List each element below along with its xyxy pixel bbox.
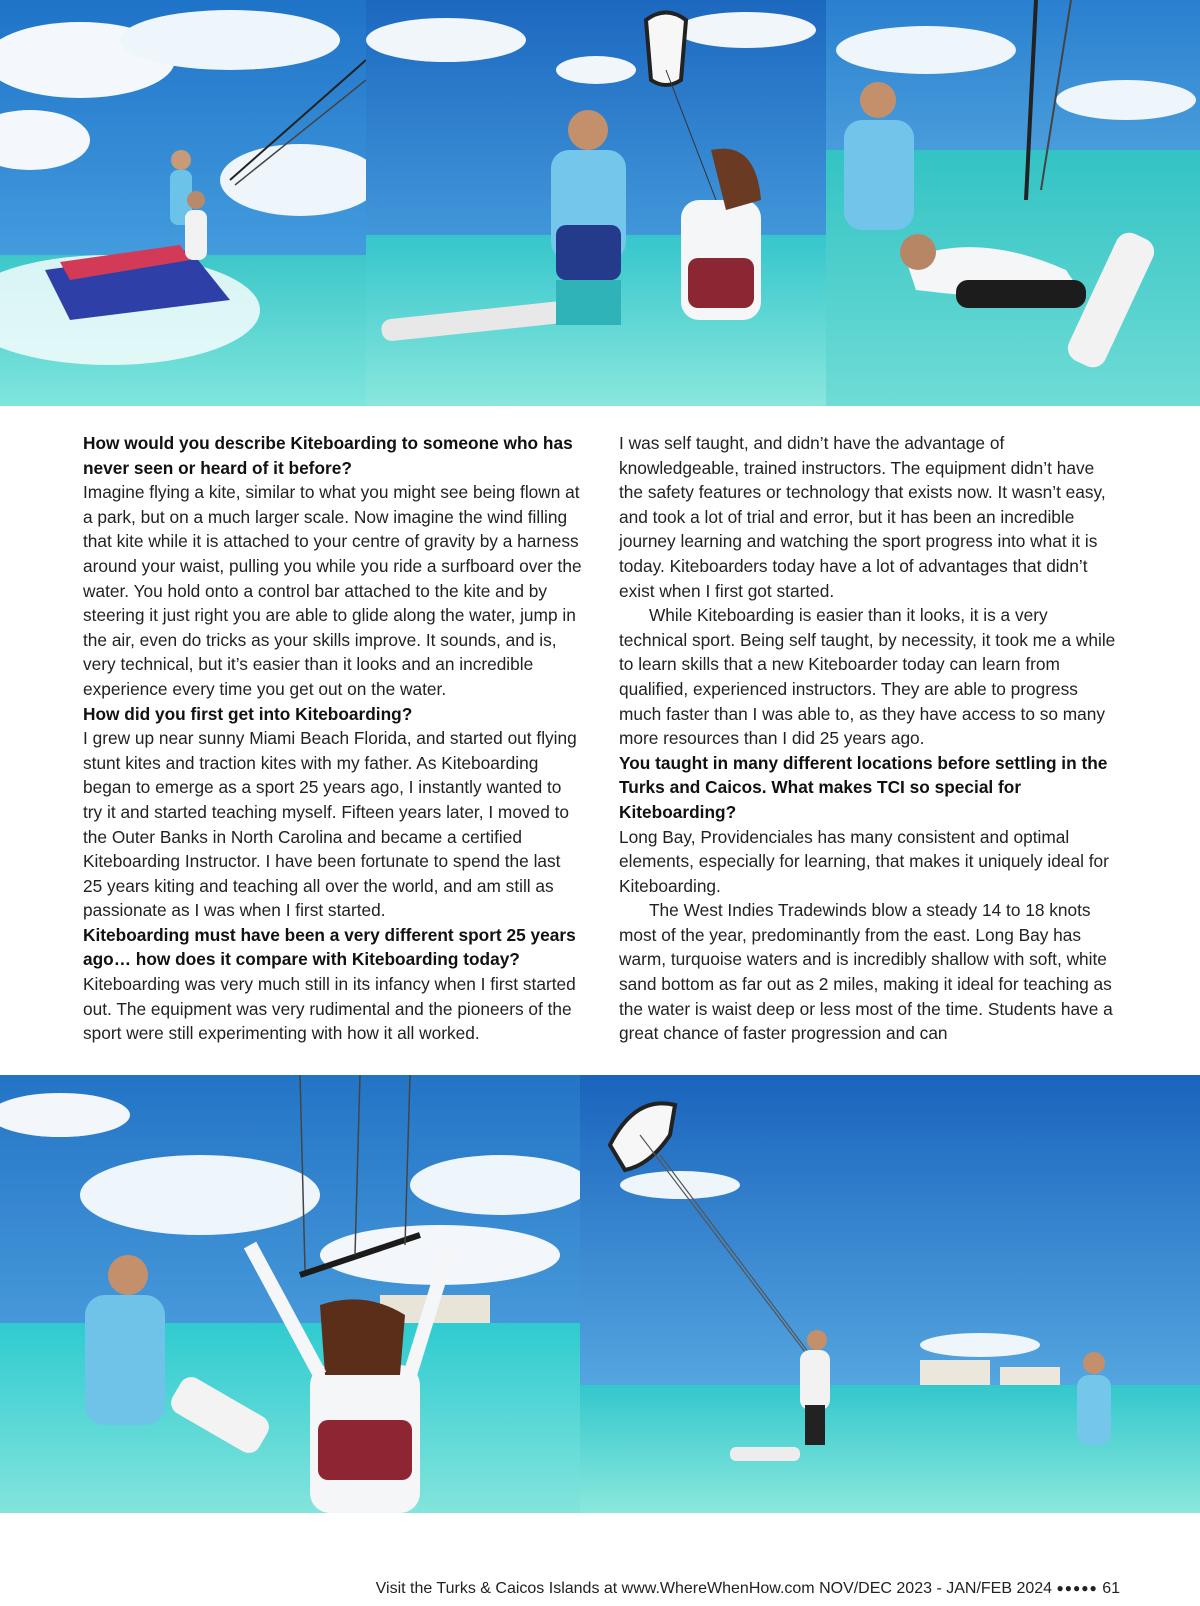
- page-footer: [0, 1580, 1200, 1598]
- page-number: 61: [1102, 1580, 1120, 1597]
- article-left-column: [83, 431, 583, 1046]
- interview-answer: The West Indies Tradewinds blow a steady 14 to 18 knots most of the year, predominantly from the east. Long Bay has warm, turquoise waters and is incredibly shallow with soft, white sand bottom as far out as 2 miles, making it ideal for teaching as the water is waist deep or less most of the time. Students have a great chance of faster progression and can: [619, 900, 1113, 1044]
- interview-question: You taught in many different locations before settling in the Turks and Caicos. What makes TCI so special for Kiteboarding?: [619, 752, 1108, 822]
- jetski-photo: [0, 0, 366, 406]
- instructor-photo: [366, 0, 826, 406]
- control-bar-lesson-photo: [0, 1075, 580, 1513]
- board-lesson-photo: [826, 0, 1200, 406]
- interview-answer: Imagine flying a kite, similar to what you might see being flown at a park, but on a much larger scale. Now imagine the wind filling that kite while it is attached to your centre of gravity by a harness around your waist, pulling you while you ride a surfboard over the water. You hold onto a control bar attached to the kite and by steering it just right you are able to glide along the water, jump in the air, even do tricks as your skills improve. It sounds, and is, very technical, but it’s easier than it looks and an incredible experience every time you get out on the water.: [83, 482, 582, 699]
- interview-answer: I grew up near sunny Miami Beach Florida, and started out flying stunt kites and traction kites with my father. As Kiteboarding began to emerge as a sport 25 years ago, I instantly wanted to try it and started teaching myself. Fifteen years later, I moved to the Outer Banks in North Carolina and became a certified Kiteboarding Instructor. I have been fortunate to spend the last 25 years kiting and teaching all over the world, and am still as passionate as I was when I first started.: [83, 728, 577, 921]
- interview-answer: I was self taught, and didn’t have the advantage of knowledgeable, trained instructors. The equipment didn’t have the safety features or technology that exists now. It wasn’t easy, and took a lot of trial and error, but it has been an incredible journey learning and watching the sport progress into what it is today. Kiteboarders today have a lot of advantages that didn’t exist when I first got started.: [619, 433, 1106, 601]
- interview-question: How would you describe Kiteboarding to someone who has never seen or heard of it before?: [83, 433, 573, 478]
- interview-question: Kiteboarding must have been a very different sport 25 years ago… how does it compare with Kiteboarding today?: [83, 924, 576, 970]
- interview-question: How did you first get into Kiteboarding?: [83, 703, 413, 724]
- footer-dots: ●●●●●: [1056, 1581, 1098, 1595]
- kiteboard-riding-photo: [580, 1075, 1200, 1513]
- interview-answer: Kiteboarding was very much still in its infancy when I first started out. The equipment was very rudimental and the pioneers of the sport were still experimenting with how it all worked.: [83, 974, 576, 1044]
- article-right-column: [619, 431, 1119, 1046]
- footer-text: Visit the Turks & Caicos Islands at www.WhereWhenHow.com NOV/DEC 2023 - JAN/FEB 2024: [375, 1580, 1053, 1597]
- interview-answer: Long Bay, Providenciales has many consistent and optimal elements, especially for learning, that makes it uniquely ideal for Kiteboarding.: [619, 826, 1109, 896]
- interview-answer: While Kiteboarding is easier than it looks, it is a very technical sport. Being self taught, by necessity, it took me a while to learn skills that a new Kiteboarder today can learn from qualified, experienced instructors. They are able to progress much faster than I was able to, as they have access to so many more resources than I did 25 years ago.: [619, 605, 1116, 749]
